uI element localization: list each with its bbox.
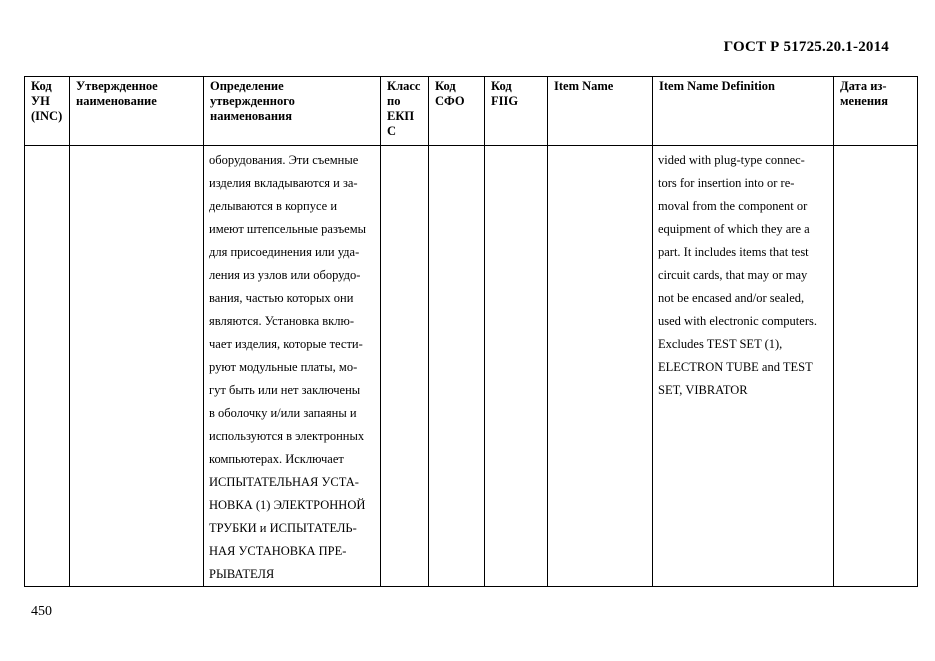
text-line: Код xyxy=(31,79,52,93)
text-line: Класс xyxy=(387,79,421,93)
specification-table xyxy=(24,76,918,587)
text-line: part. It includes items that test xyxy=(658,245,809,259)
text-line: гут быть или нет заключены xyxy=(209,383,361,397)
text-line: Дата из- xyxy=(840,79,887,93)
text-line: tors for insertion into or re- xyxy=(658,176,795,190)
text-line: являются. Установка вклю- xyxy=(209,314,354,328)
header-item-name-definition xyxy=(653,77,834,146)
cell-fiig xyxy=(485,146,548,587)
text-line: Item Name Definition xyxy=(659,79,775,93)
text-line: Код xyxy=(435,79,456,93)
header-name-definition-ru xyxy=(204,77,381,146)
table-row xyxy=(25,146,918,587)
text-line: С xyxy=(387,124,397,138)
text-line: РЫВАТЕЛЯ xyxy=(209,567,275,581)
text-line: Код xyxy=(491,79,512,93)
text-line: в оболочку и/или запаяны и xyxy=(209,406,357,420)
text-line: чает изделия, которые тести- xyxy=(209,337,363,351)
text-line: circuit cards, that may or may xyxy=(658,268,808,282)
text-line: Excludes TEST SET (1), xyxy=(658,337,783,351)
text-line: vided with plug-type connec- xyxy=(658,153,805,167)
text-line: по xyxy=(387,94,401,108)
text-line: менения xyxy=(840,94,888,108)
text-line: ТРУБКИ и ИСПЫТАТЕЛЬ- xyxy=(209,521,357,535)
text-line: not be encased and/or sealed, xyxy=(658,291,805,305)
text-line: moval from the component or xyxy=(658,199,808,213)
table-header-row xyxy=(25,77,918,146)
text-line: утвержденного xyxy=(210,94,295,108)
text-line: для присоединения или уда- xyxy=(209,245,360,259)
text-line: equipment of which they are a xyxy=(658,222,810,236)
cell-definition-en xyxy=(653,146,834,587)
text-line: имеют штепсельные разъемы xyxy=(209,222,367,236)
cell-definition-ru xyxy=(204,146,381,587)
cell-approved-name xyxy=(70,146,204,587)
text-line: изделия вкладываются и за- xyxy=(209,176,358,190)
text-line: СФО xyxy=(435,94,465,108)
text-line: used with electronic computers. xyxy=(658,314,817,328)
cell-sfo xyxy=(429,146,485,587)
text-line: наименование xyxy=(76,94,157,108)
header-class xyxy=(381,77,429,146)
text-line: FIIG xyxy=(491,94,519,108)
page-number: 450 xyxy=(31,604,52,619)
text-line: Утвержденное xyxy=(76,79,158,93)
text-line: УН xyxy=(31,94,50,108)
cell-class xyxy=(381,146,429,587)
definition-ru-text xyxy=(204,146,380,586)
text-line: SET, VIBRATOR xyxy=(658,383,748,397)
text-line: НАЯ УСТАНОВКА ПРЕ- xyxy=(209,544,347,558)
text-line: оборудования. Эти съемные xyxy=(209,153,359,167)
text-line: наименования xyxy=(210,109,293,123)
definition-en-text xyxy=(653,146,833,402)
header-approved-name xyxy=(70,77,204,146)
text-line: (INC) xyxy=(31,109,63,123)
header-inc xyxy=(25,77,70,146)
header-fiig-code xyxy=(485,77,548,146)
cell-item-name xyxy=(548,146,653,587)
cell-inc xyxy=(25,146,70,587)
header-item-name xyxy=(548,77,653,146)
text-line: ИСПЫТАТЕЛЬНАЯ УСТА- xyxy=(209,475,359,489)
text-line: руют модульные платы, мо- xyxy=(209,360,358,374)
text-line: ЕКП xyxy=(387,109,415,123)
text-line: компьютерах. Исключает xyxy=(209,452,344,466)
text-line: Определение xyxy=(210,79,284,93)
text-line: НОВКА (1) ЭЛЕКТРОННОЙ xyxy=(209,498,366,512)
text-line: делываются в корпусе и xyxy=(209,199,338,213)
cell-change-date xyxy=(834,146,918,587)
text-line: Item Name xyxy=(554,79,614,93)
header-sfo-code xyxy=(429,77,485,146)
text-line: ления из узлов или оборудо- xyxy=(209,268,361,282)
header-change-date xyxy=(834,77,918,146)
text-line: используются в электронных xyxy=(209,429,365,443)
text-line: вания, частью которых они xyxy=(209,291,354,305)
standard-code: ГОСТ Р 51725.20.1-2014 xyxy=(723,39,889,55)
text-line: ELECTRON TUBE and TEST xyxy=(658,360,813,374)
